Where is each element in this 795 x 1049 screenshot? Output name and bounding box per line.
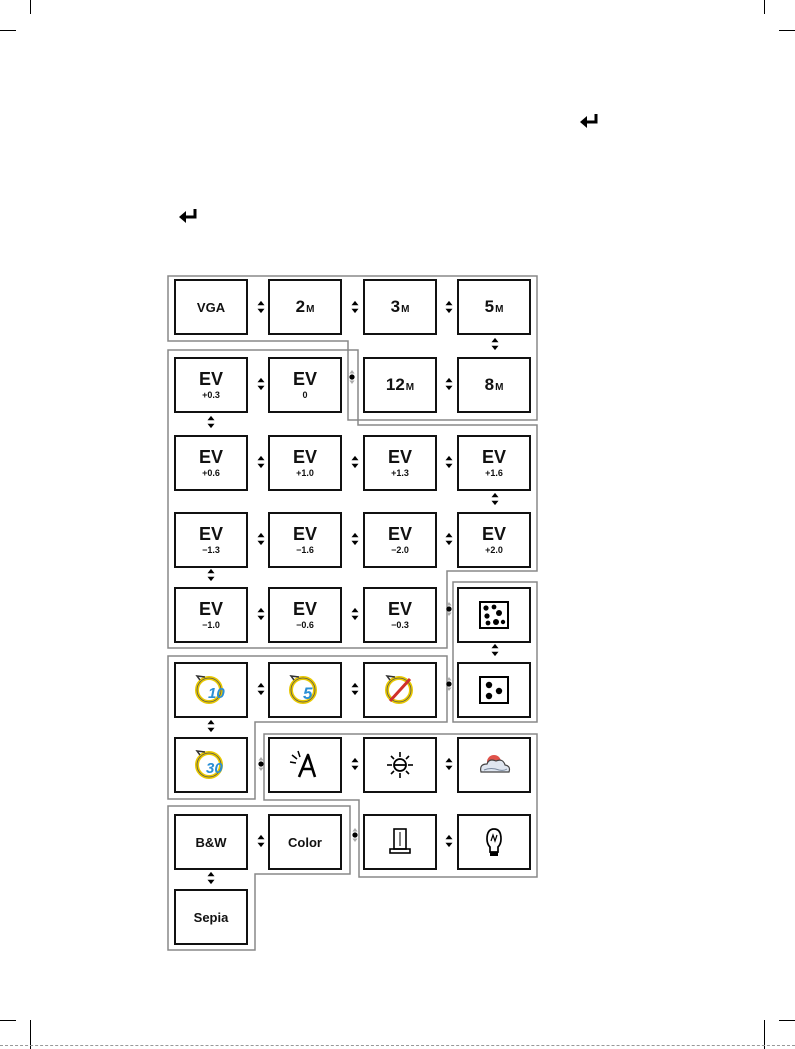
resolution-12m-button[interactable] (363, 357, 437, 413)
ev-value: +0.3 (202, 390, 220, 400)
up-down-arrow-icon (444, 455, 454, 469)
wrap-arrow-icon (444, 602, 454, 616)
up-down-arrow-icon (444, 300, 454, 314)
ev-plus-2-0-button[interactable] (457, 512, 531, 568)
ev-value: −2.0 (391, 545, 409, 555)
ev-value: −0.6 (296, 620, 314, 630)
ev-plus-0-3-button[interactable] (174, 357, 248, 413)
resolution-vga-button[interactable] (174, 279, 248, 335)
resolution-2m-button[interactable] (268, 279, 342, 335)
self-timer-off-button[interactable] (363, 662, 437, 718)
ev-0-button[interactable] (268, 357, 342, 413)
self-timer-off-icon (383, 673, 417, 707)
self-timer-10s-button[interactable] (174, 662, 248, 718)
color-color-button[interactable] (268, 814, 342, 870)
ev-plus-1-3-button[interactable] (363, 435, 437, 491)
up-down-arrow-icon (350, 532, 360, 546)
up-down-arrow-icon (490, 643, 500, 657)
ev-minus-0-6-button[interactable] (268, 587, 342, 643)
ev-label: EV (198, 369, 223, 389)
ev-plus-1-0-button[interactable] (268, 435, 342, 491)
resolution-3m-button[interactable] (363, 279, 437, 335)
cell-label: 2M (295, 297, 315, 316)
wrap-arrow-icon (444, 677, 454, 691)
ev-minus-1-6-button[interactable] (268, 512, 342, 568)
up-down-arrow-icon (444, 834, 454, 848)
wrap-arrow-icon (256, 757, 266, 771)
ev-value: +0.6 (202, 468, 220, 478)
ev-label: EV (292, 369, 317, 389)
ev-label: EV (198, 524, 223, 544)
up-down-arrow-icon (350, 455, 360, 469)
up-down-arrow-icon (256, 455, 266, 469)
cell-label: Color (288, 834, 322, 850)
up-down-arrow-icon (444, 377, 454, 391)
ev-label: EV (198, 599, 223, 619)
white-balance-fluorescent-icon (385, 826, 415, 858)
up-down-arrow-icon (350, 300, 360, 314)
ev-value: −1.6 (296, 545, 314, 555)
up-down-arrow-icon (350, 607, 360, 621)
color-sepia-button[interactable] (174, 889, 248, 945)
quality-fine-dots-icon (479, 601, 509, 629)
up-down-arrow-icon (256, 607, 266, 621)
quality-normal-dots-icon (479, 676, 509, 704)
cell-label: Sepia (193, 909, 229, 925)
ev-label: EV (292, 599, 317, 619)
cell-label: B&W (195, 834, 227, 850)
ev-plus-0-6-button[interactable] (174, 435, 248, 491)
resolution-5m-button[interactable] (457, 279, 531, 335)
up-down-arrow-icon (444, 757, 454, 771)
ev-minus-1-0-button[interactable] (174, 587, 248, 643)
timer-value: 30 (206, 760, 223, 777)
cell-label: 5M (484, 297, 504, 316)
up-down-arrow-icon (256, 834, 266, 848)
ev-minus-2-0-button[interactable] (363, 512, 437, 568)
ev-value: −1.3 (202, 545, 220, 555)
up-down-arrow-icon (444, 532, 454, 546)
ev-label: EV (481, 524, 506, 544)
wrap-arrow-icon (347, 370, 357, 384)
up-down-arrow-icon (490, 492, 500, 506)
ev-value: +2.0 (485, 545, 503, 555)
cell-label: VGA (196, 299, 226, 315)
white-balance-daylight-button[interactable] (363, 737, 437, 793)
white-balance-tungsten-icon (479, 825, 509, 859)
quality-fine-button[interactable] (457, 587, 531, 643)
resolution-8m-button[interactable] (457, 357, 531, 413)
up-down-arrow-icon (206, 871, 216, 885)
up-down-arrow-icon (206, 415, 216, 429)
ev-minus-1-3-button[interactable] (174, 512, 248, 568)
ev-minus-0-3-button[interactable] (363, 587, 437, 643)
self-timer-5s-button[interactable] (268, 662, 342, 718)
cell-label: 12M (385, 375, 415, 394)
ev-label: EV (387, 447, 412, 467)
timer-value: 5 (303, 684, 313, 703)
up-down-arrow-icon (206, 568, 216, 582)
up-down-arrow-icon (256, 682, 266, 696)
up-down-arrow-icon (256, 300, 266, 314)
self-timer-10-icon (194, 673, 228, 707)
ev-value: −0.3 (391, 620, 409, 630)
color-bw-button[interactable] (174, 814, 248, 870)
cell-label: 8M (484, 375, 504, 394)
up-down-arrow-icon (350, 757, 360, 771)
ev-value: −1.0 (202, 620, 220, 630)
self-timer-30-icon (194, 748, 228, 782)
self-timer-30s-button[interactable] (174, 737, 248, 793)
quality-normal-button[interactable] (457, 662, 531, 718)
white-balance-cloudy-icon (475, 750, 513, 780)
white-balance-auto-icon (288, 749, 322, 781)
ev-label: EV (198, 447, 223, 467)
up-down-arrow-icon (256, 532, 266, 546)
self-timer-5-icon (288, 673, 322, 707)
white-balance-cloudy-button[interactable] (457, 737, 531, 793)
up-down-arrow-icon (256, 377, 266, 391)
ev-value: +1.6 (485, 468, 503, 478)
ev-plus-1-6-button[interactable] (457, 435, 531, 491)
white-balance-tungsten-button[interactable] (457, 814, 531, 870)
ev-label: EV (387, 524, 412, 544)
ev-label: EV (481, 447, 506, 467)
ev-value: +1.0 (296, 468, 314, 478)
ev-label: EV (292, 524, 317, 544)
cell-label: 3M (390, 297, 410, 316)
ev-value: 0 (302, 390, 308, 400)
up-down-arrow-icon (350, 682, 360, 696)
ev-label: EV (292, 447, 317, 467)
up-down-arrow-icon (490, 337, 500, 351)
white-balance-auto-button[interactable] (268, 737, 342, 793)
white-balance-fluorescent-button[interactable] (363, 814, 437, 870)
up-down-arrow-icon (206, 719, 216, 733)
ev-label: EV (387, 599, 412, 619)
ev-value: +1.3 (391, 468, 409, 478)
wrap-arrow-icon (350, 828, 360, 842)
timer-value: 10 (208, 685, 225, 702)
white-balance-daylight-icon (384, 749, 416, 781)
